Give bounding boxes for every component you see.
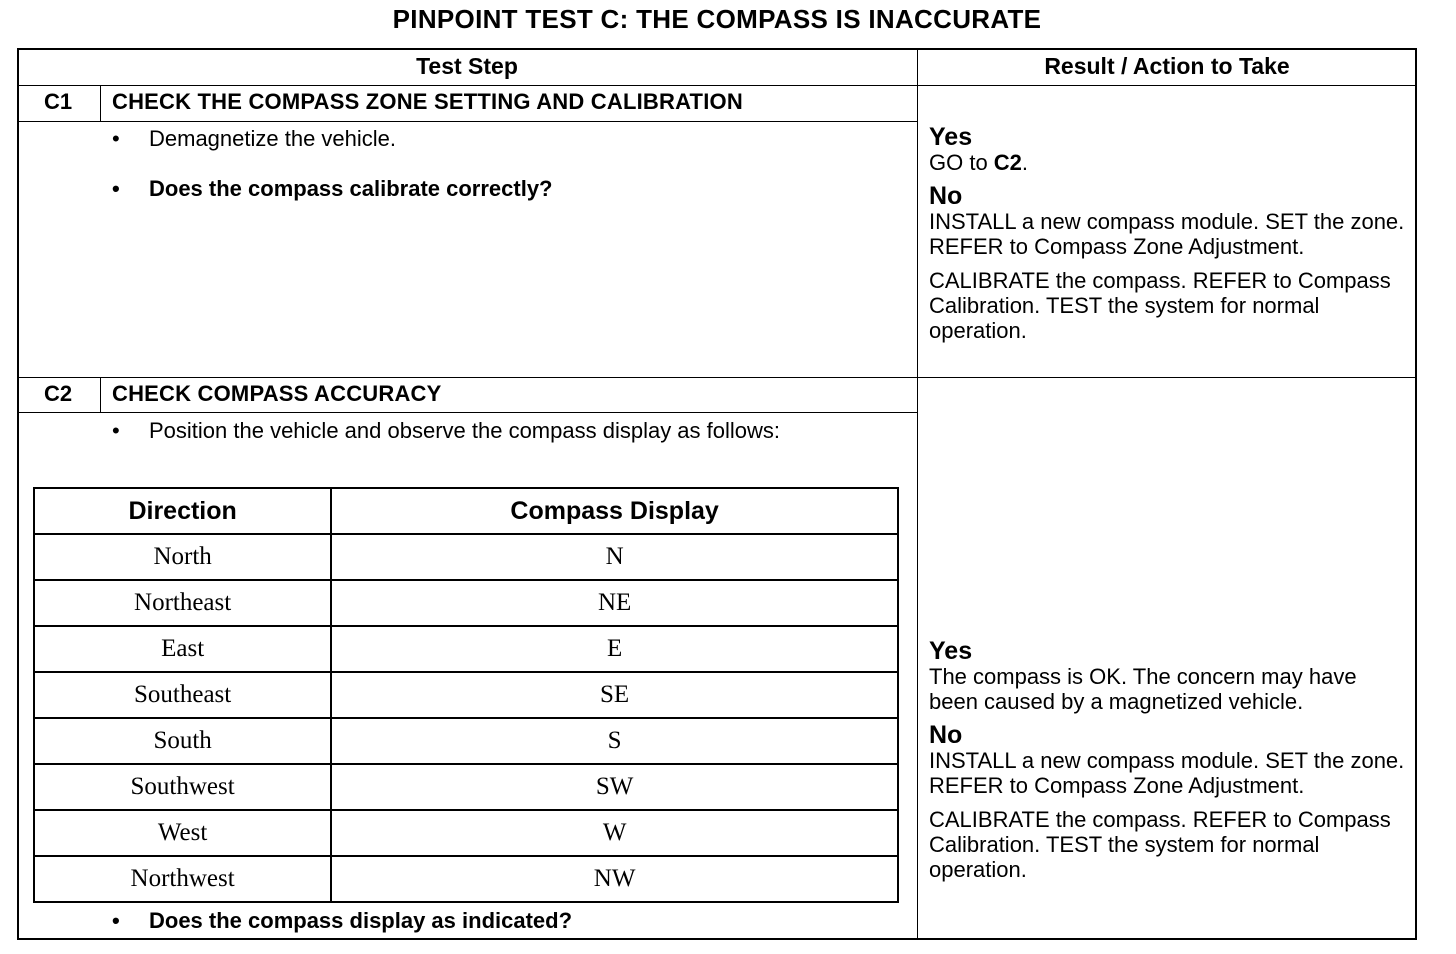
display-cell: NE — [331, 580, 898, 626]
c1-step-id: C1 — [43, 89, 73, 114]
direction-cell: Southeast — [34, 672, 331, 718]
c2-no-label: No — [929, 721, 963, 749]
c2-step-id: C2 — [43, 381, 73, 406]
direction-header: Direction — [34, 488, 331, 534]
direction-cell: East — [34, 626, 331, 672]
c1-yes-text: GO to C2. — [929, 150, 1029, 175]
c2-id-divider — [100, 377, 101, 412]
table-row — [34, 534, 898, 580]
table-row — [34, 580, 898, 626]
c1-bullet-question: • Does the compass calibrate correctly? — [112, 176, 553, 201]
c1-no-text-install: INSTALL a new compass module. SET the zone. REFER to Compass Zone Adjustment. — [929, 209, 1405, 259]
display-cell: S — [331, 718, 898, 764]
c2-no-text-calibrate: CALIBRATE the compass. REFER to Compass Calibration. TEST the system for normal operation. — [929, 807, 1391, 882]
direction-cell: Northeast — [34, 580, 331, 626]
header-result-action: Result / Action to Take — [1044, 53, 1290, 79]
c1-no-label: No — [929, 182, 963, 210]
direction-cell: West — [34, 810, 331, 856]
display-cell: W — [331, 810, 898, 856]
table-row — [34, 856, 898, 902]
display-cell: E — [331, 626, 898, 672]
c1-id-divider — [100, 85, 101, 121]
compass-display-header: Compass Display — [331, 488, 898, 534]
page-title: PINPOINT TEST C: THE COMPASS IS INACCURATE — [392, 4, 1042, 34]
table-row — [34, 626, 898, 672]
direction-table — [33, 487, 899, 903]
c1-c2-divider — [17, 377, 1417, 378]
c1-no-text-calibrate: CALIBRATE the compass. REFER to Compass Calibration. TEST the system for normal operation. — [929, 268, 1391, 343]
c1-yes-label: Yes — [929, 123, 973, 151]
c1-step-title: CHECK THE COMPASS ZONE SETTING AND CALIBRATION — [112, 89, 743, 114]
table-row — [34, 810, 898, 856]
direction-cell: South — [34, 718, 331, 764]
c2-bullet-position: • Position the vehicle and observe the compass display as follows: — [112, 418, 781, 443]
c2-step-title: CHECK COMPASS ACCURACY — [112, 381, 442, 406]
table-row — [34, 718, 898, 764]
c2-no-text-install: INSTALL a new compass module. SET the zone. REFER to Compass Zone Adjustment. — [929, 748, 1405, 798]
display-cell: NW — [331, 856, 898, 902]
display-cell: N — [331, 534, 898, 580]
direction-cell: Northwest — [34, 856, 331, 902]
c2-title-divider — [17, 412, 917, 413]
direction-cell: Southwest — [34, 764, 331, 810]
column-divider — [917, 48, 918, 940]
c1-result-block — [929, 124, 1409, 343]
c2-bullet-question: • Does the compass display as indicated? — [112, 908, 573, 933]
c2-result-block — [929, 638, 1411, 882]
c2-yes-text: The compass is OK. The concern may have been caused by a magnetized vehicle. — [929, 664, 1357, 714]
display-cell: SE — [331, 672, 898, 718]
direction-cell: North — [34, 534, 331, 580]
table-row — [34, 672, 898, 718]
header-row-divider — [17, 85, 1417, 86]
c1-title-divider — [17, 121, 917, 122]
display-cell: SW — [331, 764, 898, 810]
table-row — [34, 764, 898, 810]
c2-yes-label: Yes — [929, 637, 973, 665]
header-test-step: Test Step — [416, 53, 518, 79]
c1-bullet-demagnetize: • Demagnetize the vehicle. — [112, 126, 397, 151]
